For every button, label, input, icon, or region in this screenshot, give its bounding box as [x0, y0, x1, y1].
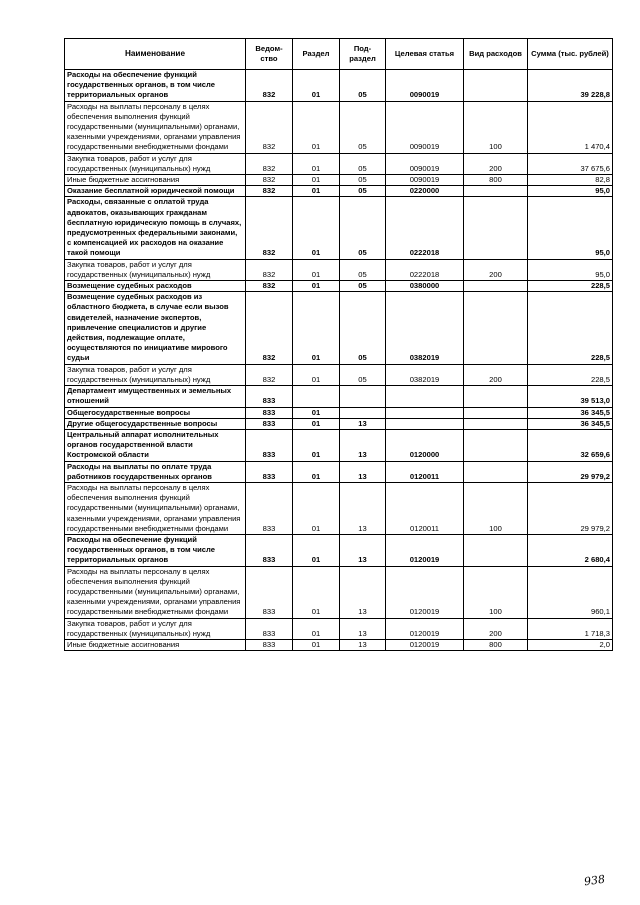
table-row	[65, 534, 613, 566]
cell-dept: 833	[246, 639, 293, 650]
table-row	[65, 461, 613, 482]
cell-dept: 833	[246, 618, 293, 639]
cell-name: Закупка товаров, работ и услуг для государственных (муниципальных) нужд	[65, 618, 246, 639]
cell-dept: 832	[246, 153, 293, 174]
table-row	[65, 566, 613, 618]
cell-dept: 833	[246, 461, 293, 482]
cell-name: Центральный аппарат исполнительных органов государственной власти Костромской области	[65, 429, 246, 461]
cell-sum: 95,0	[528, 259, 613, 280]
cell-subsection: 13	[340, 482, 386, 534]
cell-section: 01	[293, 364, 340, 385]
cell-name: Расходы на выплаты персоналу в целях обеспечения выполнения функций государственными (муниципальными) органами, казенными учреждениями, органами управления государственными внебюджетными фондами	[65, 566, 246, 618]
cell-sum: 37 675,6	[528, 153, 613, 174]
cell-dept: 833	[246, 386, 293, 407]
header-sum: Сумма (тыс. рублей)	[528, 39, 613, 70]
cell-name: Закупка товаров, работ и услуг для государственных (муниципальных) нужд	[65, 153, 246, 174]
cell-exptype	[464, 534, 528, 566]
cell-target: 0090019	[386, 70, 464, 102]
cell-subsection: 13	[340, 618, 386, 639]
cell-section: 01	[293, 259, 340, 280]
cell-exptype: 100	[464, 566, 528, 618]
cell-section: 01	[293, 70, 340, 102]
cell-subsection: 05	[340, 259, 386, 280]
cell-exptype	[464, 407, 528, 418]
cell-sum: 2 680,4	[528, 534, 613, 566]
cell-section	[293, 386, 340, 407]
cell-dept: 833	[246, 418, 293, 429]
cell-dept: 833	[246, 429, 293, 461]
cell-name: Иные бюджетные ассигнования	[65, 175, 246, 186]
cell-subsection: 05	[340, 364, 386, 385]
handwritten-page-number: 938	[583, 872, 606, 889]
cell-sum: 960,1	[528, 566, 613, 618]
cell-sum: 36 345,5	[528, 418, 613, 429]
cell-exptype	[464, 292, 528, 364]
cell-name: Закупка товаров, работ и услуг для государственных (муниципальных) нужд	[65, 259, 246, 280]
cell-exptype: 100	[464, 482, 528, 534]
cell-exptype	[464, 197, 528, 259]
cell-target: 0120011	[386, 482, 464, 534]
cell-dept: 832	[246, 186, 293, 197]
cell-name: Расходы на выплаты персоналу в целях обеспечения выполнения функций государственными (муниципальными) органами, казенными учреждениями, органами управления государственными внебюджетными фондами	[65, 482, 246, 534]
table-row	[65, 618, 613, 639]
cell-sum: 29 979,2	[528, 461, 613, 482]
table-row	[65, 292, 613, 364]
cell-target: 0120019	[386, 618, 464, 639]
table-row	[65, 175, 613, 186]
header-exptype: Вид расходов	[464, 39, 528, 70]
header-row	[65, 39, 613, 70]
cell-subsection: 13	[340, 639, 386, 650]
cell-subsection: 13	[340, 566, 386, 618]
cell-target: 0382019	[386, 364, 464, 385]
cell-dept: 832	[246, 364, 293, 385]
cell-section: 01	[293, 153, 340, 174]
cell-subsection: 13	[340, 461, 386, 482]
table-row	[65, 407, 613, 418]
cell-target: 0120019	[386, 639, 464, 650]
cell-sum: 29 979,2	[528, 482, 613, 534]
cell-target: 0120000	[386, 429, 464, 461]
cell-name: Общегосударственные вопросы	[65, 407, 246, 418]
cell-sum: 82,8	[528, 175, 613, 186]
cell-section: 01	[293, 197, 340, 259]
header-name: Наименование	[65, 39, 246, 70]
cell-name: Другие общегосударственные вопросы	[65, 418, 246, 429]
table-row	[65, 418, 613, 429]
table-row	[65, 101, 613, 153]
cell-target: 0090019	[386, 153, 464, 174]
table-row	[65, 386, 613, 407]
cell-sum: 95,0	[528, 197, 613, 259]
cell-sum: 39 228,8	[528, 70, 613, 102]
cell-exptype	[464, 461, 528, 482]
cell-subsection: 05	[340, 70, 386, 102]
cell-name: Закупка товаров, работ и услуг для государственных (муниципальных) нужд	[65, 364, 246, 385]
cell-target: 0382019	[386, 292, 464, 364]
cell-target	[386, 386, 464, 407]
cell-section: 01	[293, 101, 340, 153]
cell-dept: 832	[246, 70, 293, 102]
cell-target: 0220000	[386, 186, 464, 197]
cell-sum: 1 470,4	[528, 101, 613, 153]
cell-name: Департамент имущественных и земельных отношений	[65, 386, 246, 407]
table-row	[65, 70, 613, 102]
cell-sum: 95,0	[528, 186, 613, 197]
cell-exptype: 200	[464, 618, 528, 639]
cell-section: 01	[293, 186, 340, 197]
table-row	[65, 259, 613, 280]
cell-target: 0090019	[386, 101, 464, 153]
cell-section: 01	[293, 534, 340, 566]
cell-subsection: 05	[340, 153, 386, 174]
header-subsection: Под-раздел	[340, 39, 386, 70]
cell-subsection: 05	[340, 186, 386, 197]
table-row	[65, 364, 613, 385]
cell-name: Иные бюджетные ассигнования	[65, 639, 246, 650]
cell-name: Расходы на выплаты персоналу в целях обеспечения выполнения функций государственными (муниципальными) органами, казенными учреждениями, органами управления государственными внебюджетными фондами	[65, 101, 246, 153]
cell-exptype: 800	[464, 175, 528, 186]
table-row	[65, 429, 613, 461]
cell-exptype	[464, 186, 528, 197]
table-row	[65, 482, 613, 534]
table-row	[65, 197, 613, 259]
cell-exptype	[464, 386, 528, 407]
cell-section: 01	[293, 407, 340, 418]
cell-subsection	[340, 407, 386, 418]
cell-sum: 36 345,5	[528, 407, 613, 418]
cell-name: Возмещение судебных расходов из областного бюджета, в случае если вызов свидетелей, назначение экспертов, привлечение специалистов и другие действия, подлежащие оплате, осуществляются по инициативе мирового судьи	[65, 292, 246, 364]
header-section: Раздел	[293, 39, 340, 70]
cell-subsection: 13	[340, 418, 386, 429]
cell-subsection: 05	[340, 197, 386, 259]
cell-sum: 39 513,0	[528, 386, 613, 407]
cell-exptype	[464, 418, 528, 429]
cell-target	[386, 407, 464, 418]
cell-dept: 832	[246, 101, 293, 153]
cell-section: 01	[293, 429, 340, 461]
cell-subsection: 13	[340, 429, 386, 461]
cell-exptype: 200	[464, 364, 528, 385]
cell-sum: 228,5	[528, 364, 613, 385]
cell-name: Оказание бесплатной юридической помощи	[65, 186, 246, 197]
cell-subsection: 13	[340, 534, 386, 566]
cell-target: 0222018	[386, 259, 464, 280]
cell-name: Расходы, связанные с оплатой труда адвокатов, оказывающих гражданам бесплатную юридическую помощь в случаях, предусмотренных федеральными законами, с компенсацией их расходов на оказание такой помощи	[65, 197, 246, 259]
cell-exptype	[464, 429, 528, 461]
cell-exptype: 200	[464, 153, 528, 174]
cell-dept: 832	[246, 197, 293, 259]
cell-dept: 832	[246, 281, 293, 292]
cell-name: Расходы на обеспечение функций государственных органов, в том числе территориальных органов	[65, 70, 246, 102]
cell-section: 01	[293, 292, 340, 364]
table-row	[65, 639, 613, 650]
cell-sum: 228,5	[528, 292, 613, 364]
cell-section: 01	[293, 566, 340, 618]
cell-subsection: 05	[340, 175, 386, 186]
cell-name: Возмещение судебных расходов	[65, 281, 246, 292]
table-row	[65, 186, 613, 197]
cell-section: 01	[293, 461, 340, 482]
cell-target: 0120019	[386, 534, 464, 566]
cell-dept: 833	[246, 566, 293, 618]
cell-dept: 832	[246, 259, 293, 280]
cell-section: 01	[293, 482, 340, 534]
cell-dept: 833	[246, 534, 293, 566]
cell-name: Расходы на выплаты по оплате труда работников государственных органов	[65, 461, 246, 482]
cell-subsection: 05	[340, 292, 386, 364]
cell-exptype: 800	[464, 639, 528, 650]
cell-dept: 833	[246, 482, 293, 534]
cell-name: Расходы на обеспечение функций государственных органов, в том числе территориальных органов	[65, 534, 246, 566]
cell-target: 0120011	[386, 461, 464, 482]
cell-sum: 1 718,3	[528, 618, 613, 639]
cell-subsection	[340, 386, 386, 407]
cell-subsection: 05	[340, 101, 386, 153]
cell-section: 01	[293, 418, 340, 429]
cell-target: 0222018	[386, 197, 464, 259]
cell-sum: 228,5	[528, 281, 613, 292]
cell-exptype	[464, 281, 528, 292]
cell-exptype: 200	[464, 259, 528, 280]
header-target: Целевая статья	[386, 39, 464, 70]
cell-section: 01	[293, 281, 340, 292]
cell-sum: 2,0	[528, 639, 613, 650]
cell-target: 0380000	[386, 281, 464, 292]
cell-dept: 833	[246, 407, 293, 418]
cell-section: 01	[293, 639, 340, 650]
cell-section: 01	[293, 618, 340, 639]
budget-table	[64, 38, 613, 651]
table-row	[65, 153, 613, 174]
cell-target: 0120019	[386, 566, 464, 618]
cell-exptype: 100	[464, 101, 528, 153]
cell-sum: 32 659,6	[528, 429, 613, 461]
cell-dept: 832	[246, 175, 293, 186]
cell-target: 0090019	[386, 175, 464, 186]
cell-exptype	[464, 70, 528, 102]
table-row	[65, 281, 613, 292]
cell-section: 01	[293, 175, 340, 186]
cell-dept: 832	[246, 292, 293, 364]
cell-target	[386, 418, 464, 429]
cell-subsection: 05	[340, 281, 386, 292]
header-dept: Ведом-ство	[246, 39, 293, 70]
